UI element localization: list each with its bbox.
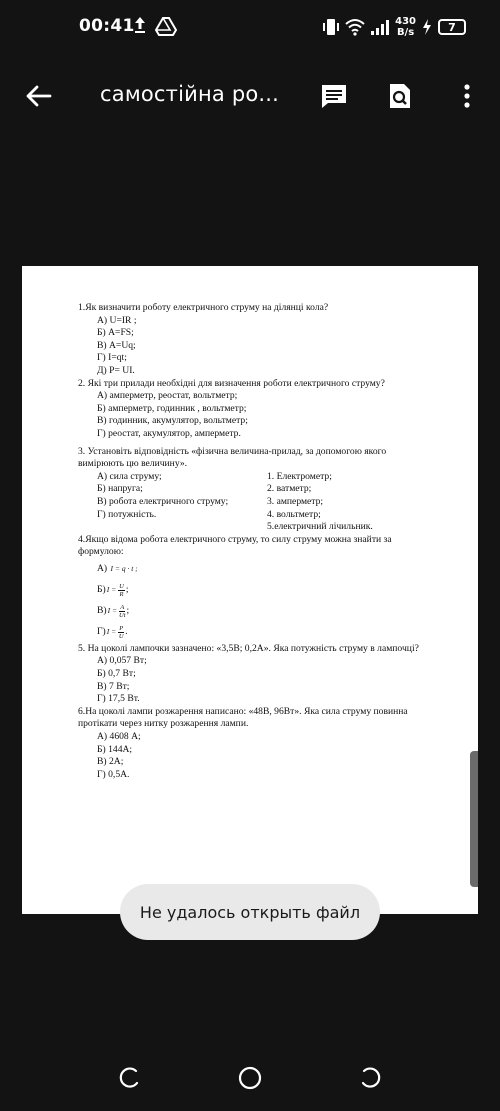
question-6: 6.На цоколі лампи розжарення написано: «48В, 96Вт». Яка сила струму повинна протікати через нитку розжарення лампи. xyxy=(78,705,408,730)
numerator: P xyxy=(119,624,124,632)
punctuation: . xyxy=(125,626,128,638)
answer-option: Б) 0,7 Вт; xyxy=(97,668,136,680)
search-document-icon[interactable] xyxy=(385,82,415,110)
quantity-item: В) робота електричного струму; xyxy=(97,495,229,507)
matching-row xyxy=(78,496,430,509)
scrollbar-thumb[interactable] xyxy=(470,751,478,887)
navigation-bar xyxy=(0,1050,500,1111)
quantity-item: Б) напруга; xyxy=(97,483,143,495)
formula-option-a xyxy=(78,559,430,580)
numerator: A xyxy=(120,603,125,611)
fraction xyxy=(119,604,126,619)
device-item: 3. амперметр; xyxy=(267,495,324,507)
denominator: U xyxy=(118,632,124,640)
answer-option: Б) амперметр, годинник , вольтметр; xyxy=(97,402,247,414)
option-label: В) xyxy=(97,605,107,617)
upload-icon xyxy=(133,14,147,36)
answer-option: В) A=Uq; xyxy=(97,339,136,351)
option-label: Г) xyxy=(97,626,106,638)
device-item: 5.електричний лічильник. xyxy=(267,521,373,533)
battery-indicator: 7 xyxy=(438,19,466,35)
answer-option: Б) A=FS; xyxy=(97,327,134,339)
fraction xyxy=(118,625,124,640)
drive-icon xyxy=(155,15,177,37)
document-title: самостійна ро... xyxy=(100,82,280,106)
formula-option-b xyxy=(78,580,430,601)
answer-option: А) амперметр, реостат, вольтметр; xyxy=(97,390,238,402)
formula-option-c xyxy=(78,601,430,622)
status-bar xyxy=(0,0,500,56)
home-icon[interactable] xyxy=(237,1065,263,1091)
network-speed xyxy=(395,16,416,38)
answer-option: А) U=IR ; xyxy=(97,314,137,326)
formula-lhs: I = xyxy=(107,606,118,616)
comment-icon[interactable] xyxy=(319,82,349,110)
option-label: Б) xyxy=(97,584,106,596)
vibrate-icon xyxy=(323,17,339,37)
formula: I = q · t ; xyxy=(110,564,138,574)
answer-option: Г) 0,5А. xyxy=(97,768,130,780)
back-nav-icon[interactable] xyxy=(358,1065,384,1091)
denominator: Ut xyxy=(119,611,126,619)
formula-lhs: I = xyxy=(106,585,117,595)
answer-option: А) 0,057 Вт; xyxy=(97,655,147,667)
answer-option: В) 7 Вт; xyxy=(97,680,130,692)
status-time: 00:41 xyxy=(79,16,135,36)
answer-option: Г) I=qt; xyxy=(97,352,127,364)
formula-option-d xyxy=(78,622,430,643)
matching-row xyxy=(78,483,430,496)
error-toast: Не удалось открыть файл xyxy=(120,884,380,940)
option-label: А) xyxy=(97,563,108,575)
answer-option: В) годинник, акумулятор, вольтметр; xyxy=(97,415,248,427)
question-4: 4.Якщо відома робота електричного струму, то силу струму можна знайти за формулою: xyxy=(78,533,392,558)
status-icons xyxy=(323,12,466,42)
question-5: 5. На цоколі лампочки зазначено: «3,5В; 0,2А». Яка потужність струму в лампочці? xyxy=(78,642,419,654)
answer-option: В) 2А; xyxy=(97,756,124,768)
answer-option: А) 4608 А; xyxy=(97,731,141,743)
matching-row xyxy=(78,521,430,534)
question-2: 2. Які три прилади необхідні для визначення роботи електричного струму? xyxy=(78,377,385,389)
question-1: 1.Як визначити роботу електричного струму на ділянці кола? xyxy=(78,302,329,313)
matching-row xyxy=(78,471,430,484)
device-item: 2. ватметр; xyxy=(267,483,312,495)
network-speed-value: 430 xyxy=(395,16,416,27)
device-item: 1. Електрометр; xyxy=(267,470,332,482)
wifi-icon xyxy=(345,18,365,36)
numerator: U xyxy=(119,582,124,590)
back-arrow-icon[interactable] xyxy=(24,82,54,110)
more-options-icon[interactable] xyxy=(452,82,482,110)
answer-option: Г) 17,5 Вт. xyxy=(97,693,140,705)
app-bar xyxy=(0,68,500,124)
formula-lhs: I = xyxy=(106,627,117,637)
signal-icon xyxy=(371,19,389,35)
matching-row xyxy=(78,509,430,522)
document-page xyxy=(22,266,478,914)
recents-icon[interactable] xyxy=(116,1065,142,1091)
answer-option: Г) реостат, акумулятор, амперметр. xyxy=(97,427,241,439)
punctuation: ; xyxy=(126,605,130,617)
document-content xyxy=(78,302,430,781)
device-item: 4. вольтметр; xyxy=(267,508,321,520)
punctuation: ; xyxy=(125,584,129,596)
fraction xyxy=(118,583,125,598)
answer-option: Б) 144А; xyxy=(97,743,133,755)
charging-icon xyxy=(422,19,432,35)
answer-option: Д) P= UI. xyxy=(97,364,135,376)
quantity-item: А) сила струму; xyxy=(97,470,162,482)
denominator: R xyxy=(119,590,124,598)
quantity-item: Г) потужність. xyxy=(97,508,157,520)
question-3: 3. Установіть відповідність «фізична величина-прилад, за допомогою якого вимірюють цю величину». xyxy=(78,445,387,470)
network-speed-unit: B/s xyxy=(396,27,415,38)
